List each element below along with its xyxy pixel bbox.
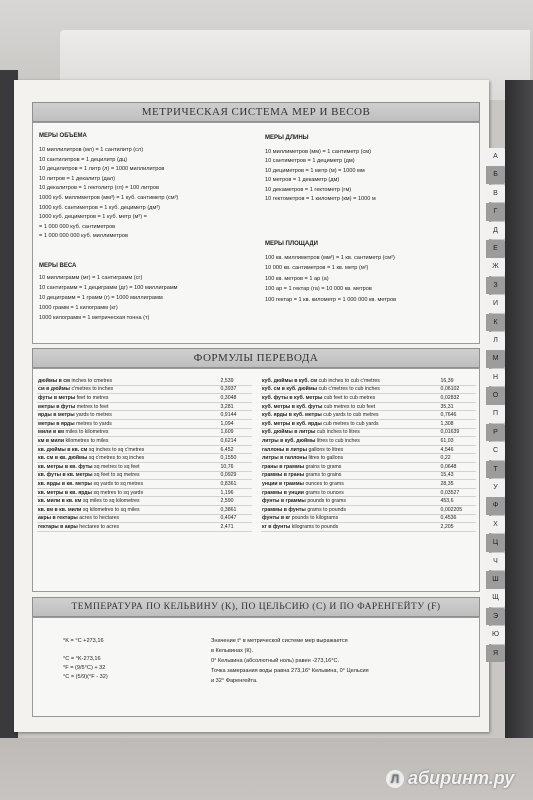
letter-tab[interactable]: Д [486,222,505,240]
conversion-row [37,377,252,385]
conversion-row [261,402,476,411]
conversion-factor: 2,205 [440,523,454,530]
conversion-row [261,419,476,428]
conversion-en: kilometres to miles [65,437,109,444]
conversion-ru: кв. мили в кв. км [38,498,82,505]
conversion-en: c'metres to inches [71,386,114,393]
conversion-row [261,445,476,454]
conversion-en: gallons to litres [308,446,344,453]
conversion-en: acres to hectares [79,515,120,522]
conversion-ru: кв. дюймы в кв. см [38,446,88,453]
conversion-ru: акры в гектары [38,515,78,522]
letter-tab[interactable]: Ш [486,571,505,589]
page-content [32,102,480,712]
conversion-factor: 6,452 [220,446,234,453]
letter-tab[interactable]: Р [486,424,505,442]
conversion-factor: 4,546 [440,446,454,453]
conversion-factor: 1,094 [220,420,234,427]
conversion-row [261,471,476,480]
conversion-ru: ярды в метры [38,412,75,419]
vol-line: 10 сантилитров = 1 децилитр (дц) [39,156,128,163]
alphabet-tabs [486,148,505,663]
weight-heading: МЕРЫ ВЕСА [39,263,77,269]
conversion-row [261,394,476,403]
temperature-body [32,617,480,717]
temp-note-2: в Кельвинах (К). [211,648,254,654]
conversion-row [37,385,252,394]
letter-tab[interactable]: Г [486,203,505,221]
vol-line: 10 децилитров = 1 литр (л) = 1000 миллилитров [39,166,165,173]
conversion-factor: 0,0929 [220,472,237,479]
len-line: 10 дециметров = 1 метр (м) = 1000 мм [265,167,365,174]
conversion-row [37,514,252,523]
conversion-en: cub metres to cub feet [323,403,376,410]
conversion-ru: литры в куб. дюймы [262,437,316,444]
letter-tab[interactable]: У [486,479,505,497]
len-line: 10 миллиметров (мм) = 1 сантиметр (см) [265,149,371,155]
conversion-row [37,505,252,514]
letter-tab[interactable]: С [486,442,505,460]
conversion-factor: 0,7646 [440,412,457,419]
vol-line: 10 миллилитров (мл) = 1 сантилитр (сл) [39,147,144,153]
vol-line: = 1 000 000 куб. сантиметров [39,223,116,230]
conversion-en: litres to gallons [308,455,344,462]
temp-note-1: Значение t° в метрической системе мер выражается [211,638,348,644]
conversion-row [37,480,252,489]
conversion-ru: граны в граммы [262,463,305,470]
wt-line: 10 миллиграмм (мг) = 1 сантиграмм (сг) [39,275,143,281]
conversion-ru: литры в галлоны [262,455,307,462]
letter-tab[interactable]: В [486,185,505,203]
conversion-factor: 0,03527 [440,489,460,496]
formulas-header: ФОРМУЛЫ ПЕРЕВОДА [32,348,480,368]
conversion-table-left [37,377,252,532]
conversion-en: sq kilometres to sq miles [82,506,140,513]
wt-line: 1000 килограмм = 1 метрическая тонна (т) [39,315,150,321]
area-line: 100 ар = 1 гектар (га) = 10 000 кв. метров [265,286,372,293]
len-line: 10 метров = 1 декаметр (дм) [265,177,340,184]
letter-tab[interactable]: Т [486,461,505,479]
conversion-en: metres to yards [76,420,112,427]
conversion-row [261,411,476,420]
conversion-en: sq miles to sq kilometres [82,498,140,505]
area-line: 100 кв. метров = 1 ар (а) [265,275,329,282]
conversion-en: sq inches to sq c'metres [88,446,145,453]
metric-body [32,122,480,344]
conversion-ru: куб. ярды в куб. метры [262,412,322,419]
conversion-factor: 0,8361 [220,480,237,487]
temp-note-4: Точка замерзания воды равна 273,16° Кельвина, 0° Цельсия [211,668,369,674]
conversion-row [261,505,476,514]
letter-tab[interactable]: Х [486,516,505,534]
conversion-factor: 61,03 [440,437,454,444]
conversion-factor: 0,002205 [440,506,463,513]
area-heading: МЕРЫ ПЛОЩАДИ [265,241,318,247]
conversion-factor: 2,590 [220,498,234,505]
area-line: 100 гектар = 1 кв. километр = 1 000 000 кв. метров [265,296,397,303]
conversion-ru: футы в метры [38,394,76,401]
conversion-en: cub metres to cub yards [323,420,379,427]
conversion-row [37,454,252,463]
conversion-ru: метры в футы [38,403,76,410]
conversion-en: grams to ounces [305,489,344,496]
conversion-ru: унции в граммы [262,480,304,487]
conversion-en: metres to feet [76,403,109,410]
letter-tab[interactable]: П [486,405,505,423]
conversion-row [261,488,476,497]
letter-tab[interactable]: Б [486,166,505,184]
letter-tab[interactable]: И [486,295,505,313]
conversion-factor: 2,471 [220,523,234,530]
letter-tab[interactable]: Л [486,332,505,350]
conversion-factor: 15,43 [440,472,454,479]
letter-tab[interactable]: Ч [486,553,505,571]
conversion-en: sq yards to sq metres [93,480,144,487]
cover-edge [505,80,533,740]
watermark-text: абиринт.ру [408,768,515,788]
letter-tab[interactable]: Ю [486,626,505,644]
book-page [14,80,489,732]
watermark-logo-icon: Л [386,770,404,788]
conversion-factor: 0,3048 [220,394,237,401]
letter-tab[interactable]: Ф [486,497,505,515]
conversion-row [261,480,476,489]
letter-tab[interactable]: Е [486,240,505,258]
conversion-en: cub inches to cub c'metres [318,377,380,384]
watermark [386,768,514,789]
conversion-en: miles to kilometres [65,429,109,436]
conversion-row [261,514,476,523]
conversion-row [37,497,252,506]
conversion-row [261,385,476,394]
conversion-en: sq metres to sq yards [93,489,144,496]
conversion-en: hectares to acres [79,523,120,530]
conversion-factor: 0,02832 [440,394,460,401]
conversion-en: cub inches to litres [316,429,360,436]
conversion-ru: гектары в акры [38,523,78,530]
temp-formula-4: °C = (5/9)(°F - 32) [63,674,108,680]
conversion-ru: фунты в граммы [262,498,306,505]
conversion-en: pounds to grams [307,498,346,505]
conversion-en: grains to grams [305,463,342,470]
letter-tab[interactable]: Н [486,369,505,387]
conversion-ru: фунты в кг [262,515,291,522]
conversion-factor: 2,539 [220,377,234,384]
conversion-en: cub c'metres to cub inches [318,386,380,393]
conversion-row [261,454,476,463]
conversion-factor: 35,31 [440,403,454,410]
letter-tab[interactable]: Я [486,645,505,663]
conversion-row [37,419,252,428]
conversion-row [37,445,252,454]
temp-formula-2: °C = °K-273,16 [63,656,101,662]
letter-tab[interactable]: Щ [486,589,505,607]
conversion-en: sq c'metres to sq inches [88,455,145,462]
conversion-factor: 0,3937 [220,386,237,393]
vol-line: = 1 000 000 000 куб. миллиметров [39,233,128,240]
conversion-factor: 0,1550 [220,455,237,462]
formulas-body [32,368,480,592]
conversion-factor: 453,6 [440,498,454,505]
conversion-factor: 0,01639 [440,429,460,436]
conversion-factor: 0,6214 [220,437,237,444]
temperature-header: ТЕМПЕРАТУРА ПО КЕЛЬВИНУ (К), ПО ЦЕЛЬСИЮ (С) И ПО ФАРЕНГЕЙТУ (F) [32,597,480,617]
conversion-en: cub feet to cub metres [323,394,376,401]
conversion-row [261,462,476,471]
conversion-row [261,497,476,506]
conversion-ru: куб. метры в куб. футы [262,403,323,410]
conversion-ru: галлоны в литры [262,446,307,453]
conversion-ru: кв. ярды в кв. метры [38,480,92,487]
conversion-ru: куб. футы в куб. метры [262,394,323,401]
conversion-en: grams to pounds [307,506,346,513]
conversion-factor: 0,4047 [220,515,237,522]
vol-line: 10 декалитров = 1 гектолитр (гл) = 100 литров [39,185,159,192]
conversion-ru: кв. см в кв. дюймы [38,455,88,462]
conversion-row [37,428,252,437]
conversion-factor: 0,3861 [220,506,237,513]
letter-tab[interactable]: О [486,387,505,405]
temp-note-3: 0° Кельвина (абсолютный ноль) равен -273,16°С. [211,658,340,664]
conversion-factor: 10,76 [220,463,234,470]
conversion-factor: 1,196 [220,489,234,496]
conversion-table-right [261,377,476,532]
conversion-en: yards to metres [76,412,112,419]
conversion-factor: 3,281 [220,403,234,410]
conversion-ru: граммы в граны [262,472,305,479]
conversion-ru: метры в ярды [38,420,75,427]
conversion-ru: см в дюймы [38,386,70,393]
wt-line: 1000 грамм = 1 килограмм (кг) [39,305,118,311]
wt-line: 10 сантиграмм = 1 дециграмм (дг) = 100 миллиграмм [39,285,178,291]
conversion-row [37,462,252,471]
letter-tab[interactable]: М [486,350,505,368]
volume-heading: МЕРЫ ОБЪЕМА [39,133,87,139]
conversion-factor: 0,9144 [220,412,237,419]
conversion-factor: 0,22 [440,455,451,462]
letter-tab[interactable]: К [486,314,505,332]
conversion-row [37,523,252,532]
conversion-row [261,377,476,385]
len-line: 10 декаметров = 1 гектометр (гм) [265,186,352,193]
len-line: 10 гектометров = 1 километр (км) = 1000 м [265,196,376,202]
area-line: 100 кв. миллиметров (мм²) = 1 кв. сантиметр (см²) [265,255,395,261]
conversion-row [261,428,476,437]
conversion-ru: кв. км в кв. мили [38,506,82,513]
conversion-ru: граммы в унции [262,489,304,496]
conversion-en: cub yards to cub metres [323,412,379,419]
letter-tab[interactable]: А [486,148,505,166]
conversion-ru: дюймы в см [38,377,70,384]
vol-line: 1000 куб. сантиметров = 1 куб. дециметр (дм³) [39,204,161,211]
letter-tab[interactable]: Э [486,608,505,626]
conversion-en: litres to cub inches [316,437,360,444]
conversion-en: ounces to grams [305,480,344,487]
conversion-ru: кг в фунты [262,523,291,530]
conversion-row [261,523,476,532]
conversion-row [37,411,252,420]
temp-note-5: и 32° Фаренгейта. [211,678,258,684]
conversion-ru: граммы в фунты [262,506,306,513]
conversion-en: pounds to kilograms [291,515,339,522]
vol-line: 10 литров = 1 декалитр (дал) [39,175,115,182]
len-line: 10 сантиметров = 1 дециметр (дм) [265,158,355,165]
conversion-factor: 1,609 [220,429,234,436]
conversion-ru: км в мили [38,437,65,444]
conversion-factor: 1,308 [440,420,454,427]
conversion-row [37,488,252,497]
conversion-ru: куб. метры в куб. ярды [262,420,322,427]
conversion-ru: куб. дюймы в куб. см [262,377,318,384]
conversion-factor: 16,39 [440,377,454,384]
temp-formula-1: °K = °C +273,16 [63,638,104,644]
letter-tab[interactable]: Ж [486,258,505,276]
length-heading: МЕРЫ ДЛИНЫ [265,135,309,141]
conversion-ru: куб. дюймы в литры [262,429,316,436]
conversion-en: sq metres to sq feet [94,463,140,470]
vol-line: 1000 куб. дециметров = 1 куб. метр (м³) = [39,214,147,221]
conversion-en: feet to metres [76,394,109,401]
conversion-ru: кв. футы в кв. метры [38,472,93,479]
conversion-en: kilograms to pounds [291,523,339,530]
conversion-ru: кв. метры в кв. ярды [38,489,92,496]
conversion-row [261,437,476,446]
conversion-en: sq feet to sq metres [94,472,140,479]
temp-formula-3: °F = (9/5°C) + 32 [63,665,106,671]
conversion-factor: 0,0648 [440,463,457,470]
conversion-row [37,471,252,480]
conversion-ru: куб. см в куб. дюймы [262,386,318,393]
conversion-row [37,437,252,446]
conversion-ru: мили в км [38,429,65,436]
wt-line: 10 дециграмм = 1 грамм (г) = 1000 миллиграмм [39,295,163,301]
conversion-factor: 0,4536 [440,515,457,522]
conversion-factor: 28,35 [440,480,454,487]
letter-tab[interactable]: Ц [486,534,505,552]
conversion-en: inches to cmetres [71,377,113,384]
letter-tab[interactable]: З [486,277,505,295]
area-line: 10 000 кв. сантиметров = 1 кв. метр (м²) [265,265,369,272]
conversion-row [37,402,252,411]
metric-header: МЕТРИЧЕСКАЯ СИСТЕМА МЕР И ВЕСОВ [32,102,480,122]
conversion-ru: кв. метры в кв. футы [38,463,93,470]
conversion-en: grams to grains [305,472,342,479]
conversion-row [37,394,252,403]
vol-line: 1000 куб. миллиметров (мм³) = 1 куб. сантиметр (см³) [39,195,179,201]
conversion-factor: 0,06102 [440,386,460,393]
